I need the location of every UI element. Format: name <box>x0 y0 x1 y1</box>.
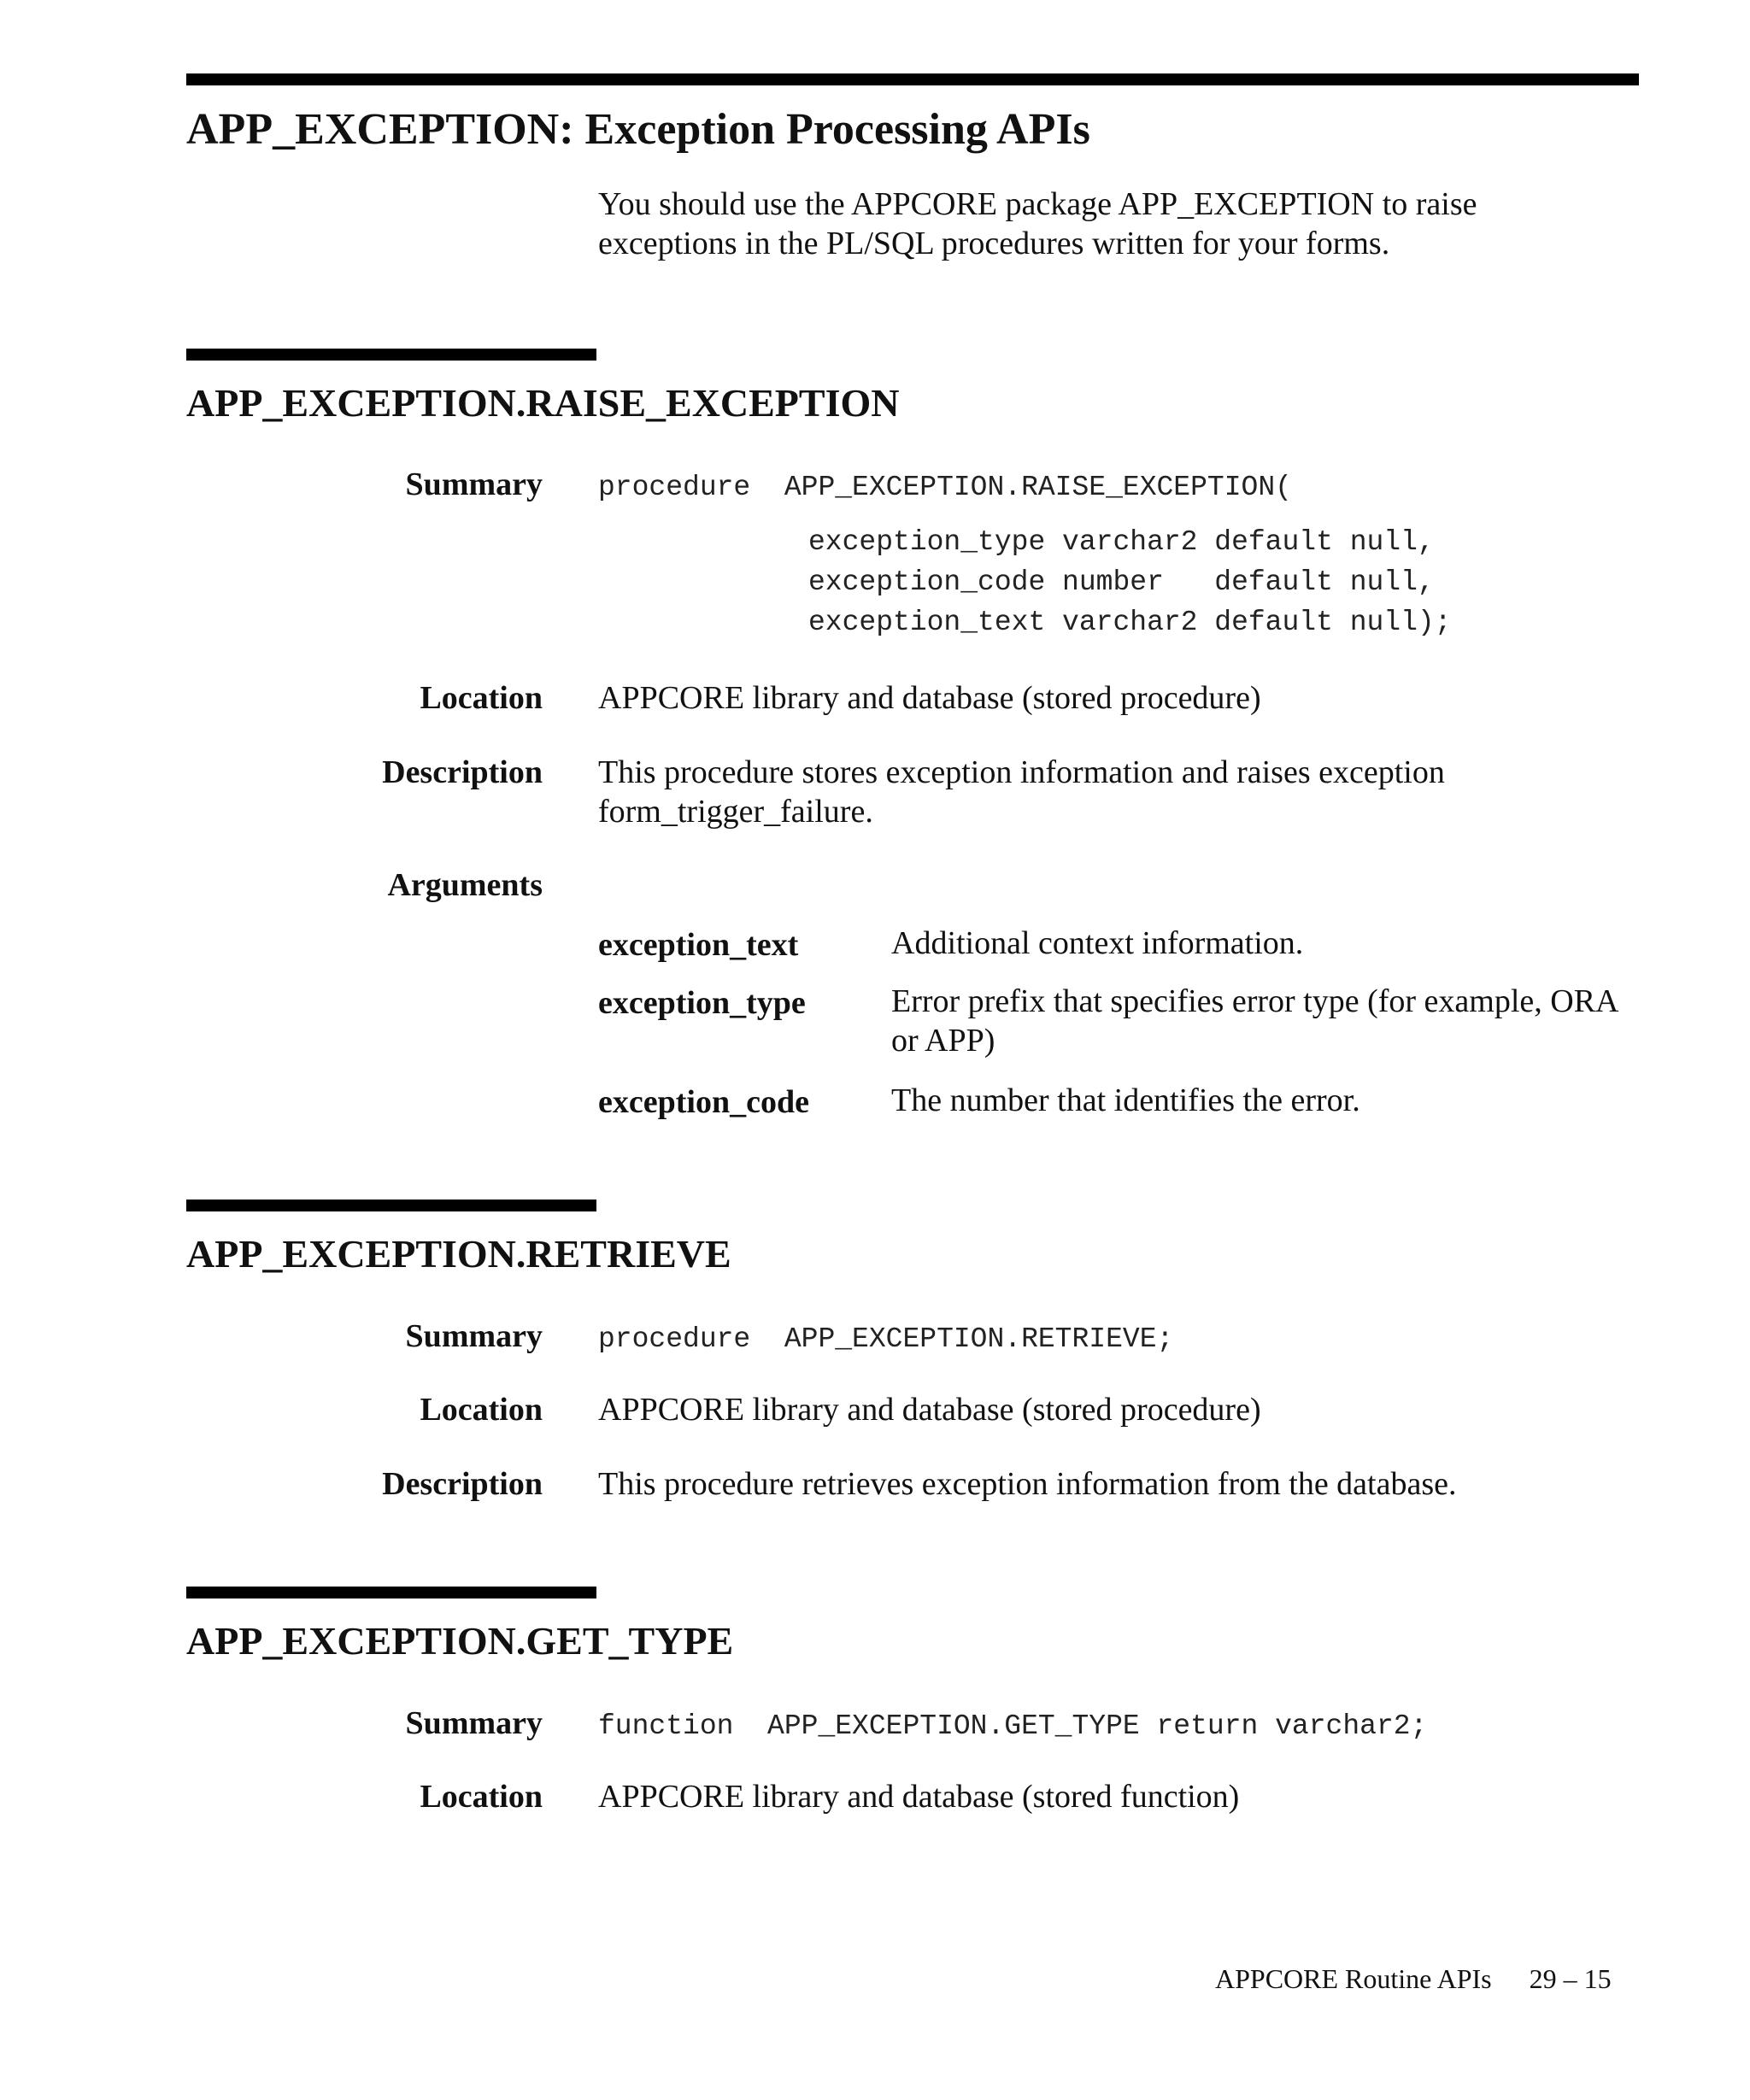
summary-code: function APP_EXCEPTION.GET_TYPE return varchar2; <box>598 1710 1428 1742</box>
section-title-get-type: APP_EXCEPTION.GET_TYPE <box>186 1619 734 1663</box>
section-rule <box>186 1200 596 1211</box>
argument-description: Additional context information. <box>891 925 1304 961</box>
summary-label: Summary <box>405 1318 543 1354</box>
arguments-label: Arguments <box>387 867 543 903</box>
description-text: This procedure retrieves exception information from the database. <box>598 1466 1457 1502</box>
description-text: This procedure stores exception information and raises exception form_trigger_failure. <box>598 754 1445 830</box>
location-label: Location <box>420 1392 543 1428</box>
summary-param: exception_code number default null, <box>808 566 1435 598</box>
location-text: APPCORE library and database (stored procedure) <box>598 1392 1261 1428</box>
summary-param: exception_text varchar2 default null); <box>808 607 1452 638</box>
summary-code: procedure APP_EXCEPTION.RAISE_EXCEPTION( <box>598 472 1292 503</box>
location-text: APPCORE library and database (stored procedure) <box>598 680 1261 716</box>
argument-name: exception_text <box>598 927 799 963</box>
summary-param: exception_type varchar2 default null, <box>808 526 1435 558</box>
intro-paragraph: You should use the APPCORE package APP_EXCEPTION to raise exceptions in the PL/SQL procedures written for your forms. <box>598 186 1477 261</box>
argument-description: Error prefix that specifies error type (for example, ORA or APP) <box>891 983 1618 1059</box>
section-rule <box>186 1587 596 1598</box>
argument-name: exception_code <box>598 1084 809 1120</box>
page-footer <box>1215 1962 1612 1996</box>
summary-label: Summary <box>405 466 543 502</box>
description-label: Description <box>382 754 543 790</box>
section-rule <box>186 349 596 361</box>
footer-chapter: APPCORE Routine APIs <box>1215 1963 1492 1994</box>
page-number: 29 – 15 <box>1529 1963 1612 1994</box>
location-label: Location <box>420 1779 543 1815</box>
section-title-raise-exception: APP_EXCEPTION.RAISE_EXCEPTION <box>186 381 900 425</box>
summary-label: Summary <box>405 1705 543 1741</box>
argument-name: exception_type <box>598 985 806 1021</box>
argument-description: The number that identifies the error. <box>891 1082 1360 1118</box>
location-text: APPCORE library and database (stored function) <box>598 1779 1240 1815</box>
description-label: Description <box>382 1466 543 1502</box>
page-title: APP_EXCEPTION: Exception Processing APIs <box>186 105 1090 154</box>
summary-code: procedure APP_EXCEPTION.RETRIEVE; <box>598 1323 1174 1355</box>
top-rule <box>186 73 1639 85</box>
location-label: Location <box>420 680 543 716</box>
section-title-retrieve: APP_EXCEPTION.RETRIEVE <box>186 1232 731 1276</box>
